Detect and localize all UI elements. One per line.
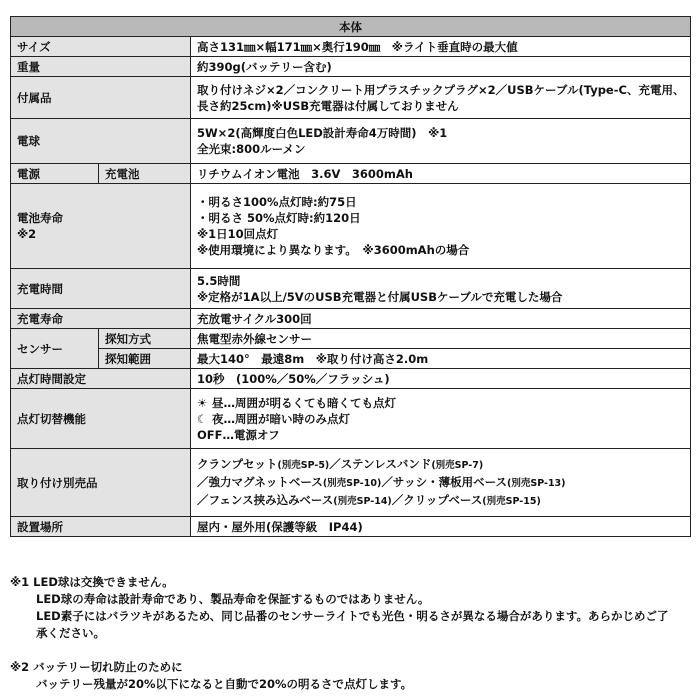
label-options: 取り付け別売品 bbox=[11, 449, 191, 517]
option-code: (別売SP-15) bbox=[482, 495, 541, 507]
value-location: 屋内・屋外用(保護等級 IP44) bbox=[191, 517, 691, 537]
option-name: クランプセット bbox=[197, 456, 278, 471]
mode-day-line bbox=[197, 395, 690, 411]
moon-icon: ☾ bbox=[197, 411, 208, 426]
option-code: (別売SP-10) bbox=[322, 477, 382, 489]
row-charge-life bbox=[11, 309, 691, 329]
battery-life-line: ・明るさ100%点灯時:約75日 bbox=[197, 195, 357, 209]
option-code: (別売SP-13) bbox=[507, 477, 566, 489]
row-battery-life bbox=[11, 184, 691, 269]
battery-life-note-ref: ※2 bbox=[17, 227, 37, 241]
charge-time-line: ※定格が1A以上/5VのUSB充電器と付属USBケーブルで充電した場合 bbox=[197, 289, 563, 304]
note-1-line: LED素子にはバラツキがあるため、同じ品番のセンサーライトでも光色・明るさが異なる場合があります。あらかじめご了 bbox=[36, 609, 669, 623]
option-name: ／ステンレスバンド bbox=[329, 456, 432, 471]
row-mode bbox=[11, 389, 691, 449]
label-sensor-range: 探知範囲 bbox=[99, 349, 191, 369]
sun-icon: ☀ bbox=[197, 395, 208, 410]
value-sensor-method: 焦電型赤外線センサー bbox=[191, 329, 691, 349]
value-charge-life: 充放電サイクル300回 bbox=[191, 309, 691, 329]
battery-life-line: ※使用環境により異なります。 ※3600mAhの場合 bbox=[197, 243, 470, 257]
label-weight: 重量 bbox=[11, 57, 191, 77]
value-weight: 約390g(バッテリー含む) bbox=[191, 57, 691, 77]
label-accessories: 付属品 bbox=[11, 77, 191, 119]
option-code: (別売SP-5) bbox=[277, 459, 330, 471]
value-timer: 10秒 (100%／50%／フラッシュ) bbox=[191, 369, 691, 389]
battery-life-label: 電池寿命 bbox=[17, 211, 63, 225]
battery-life-line: ※1日10回点灯 bbox=[197, 227, 279, 241]
value-charge-time bbox=[191, 269, 691, 309]
option-line bbox=[197, 456, 690, 474]
option-code: (別売SP-14) bbox=[333, 495, 392, 507]
note-2-head: ※2 バッテリー切れ防止のために bbox=[10, 660, 183, 674]
option-line bbox=[197, 492, 690, 510]
mode-night-line bbox=[197, 411, 690, 427]
note-2-line: バッテリー残量が20%以下になると自動で20%の明るさで点灯します。 bbox=[36, 677, 413, 691]
label-charge-life: 充電寿命 bbox=[11, 309, 191, 329]
value-power: リチウムイオン電池 3.6V 3600mAh bbox=[191, 164, 691, 184]
value-sensor-range: 最大140° 最遠8m ※取り付け高さ2.0m bbox=[191, 349, 691, 369]
mode-day-text: 昼…周囲が明るくても暗くても点灯 bbox=[212, 395, 396, 410]
option-name: ／フェンス挟み込みベース bbox=[197, 492, 334, 507]
option-code: (別売SP-7) bbox=[431, 459, 484, 471]
spec-table bbox=[10, 16, 691, 537]
option-name: ／サッシ・薄板用ベース bbox=[381, 474, 508, 489]
option-name: ／強力マグネットベース bbox=[197, 474, 323, 489]
row-weight bbox=[11, 57, 691, 77]
bulb-line: 5W×2(高輝度白色LED設計寿命4万時間) ※1 bbox=[197, 126, 448, 140]
value-battery-life bbox=[191, 184, 691, 269]
option-line bbox=[197, 474, 690, 492]
footnotes bbox=[10, 574, 690, 693]
table-header-row bbox=[11, 17, 691, 37]
row-size bbox=[11, 37, 691, 57]
value-size: 高さ131㎜×幅171㎜×奥行190㎜ ※ライト垂直時の最大値 bbox=[191, 37, 691, 57]
value-options bbox=[191, 449, 691, 517]
label-sensor-method: 探知方式 bbox=[99, 329, 191, 349]
value-bulb bbox=[191, 119, 691, 164]
row-location bbox=[11, 517, 691, 537]
value-mode bbox=[191, 389, 691, 449]
note-1-line: 承ください。 bbox=[36, 626, 105, 640]
label-location: 設置場所 bbox=[11, 517, 191, 537]
note-1-line: LED球の寿命は設計寿命であり、製品寿命を保証するものではありません。 bbox=[36, 592, 430, 606]
row-sensor-range bbox=[11, 349, 691, 369]
option-name: ／クリップベース bbox=[391, 492, 483, 507]
row-options bbox=[11, 449, 691, 517]
value-accessories: 取り付けネジ×2／コンクリート用プラスチックプラグ×2／USBケーブル(Type-C、充電用、長さ約25cm)※USB充電器は付属しておりません bbox=[191, 77, 691, 119]
table-title: 本体 bbox=[11, 17, 691, 37]
row-power bbox=[11, 164, 691, 184]
label-battery-life bbox=[11, 184, 191, 269]
row-sensor-method bbox=[11, 329, 691, 349]
mode-off-line: OFF…電源オフ bbox=[197, 427, 280, 442]
label-charge-time: 充電時間 bbox=[11, 269, 191, 309]
bulb-line: 全光束:800ルーメン bbox=[197, 142, 306, 156]
label-mode: 点灯切替機能 bbox=[11, 389, 191, 449]
label-timer: 点灯時間設定 bbox=[11, 369, 191, 389]
battery-life-line: ・明るさ 50%点灯時:約120日 bbox=[197, 211, 361, 225]
label-sensor: センサー bbox=[11, 329, 99, 369]
row-timer bbox=[11, 369, 691, 389]
charge-time-line: 5.5時間 bbox=[197, 273, 241, 288]
row-accessories bbox=[11, 77, 691, 119]
note-1-head: ※1 LED球は交換できません。 bbox=[10, 575, 174, 589]
label-size: サイズ bbox=[11, 37, 191, 57]
label-bulb: 電球 bbox=[11, 119, 191, 164]
label-power: 電源 bbox=[11, 164, 99, 184]
mode-night-text: 夜…周囲が暗い時のみ点灯 bbox=[212, 411, 350, 426]
sublabel-power: 充電池 bbox=[99, 164, 191, 184]
row-charge-time bbox=[11, 269, 691, 309]
row-bulb bbox=[11, 119, 691, 164]
note-spacer bbox=[10, 642, 690, 659]
